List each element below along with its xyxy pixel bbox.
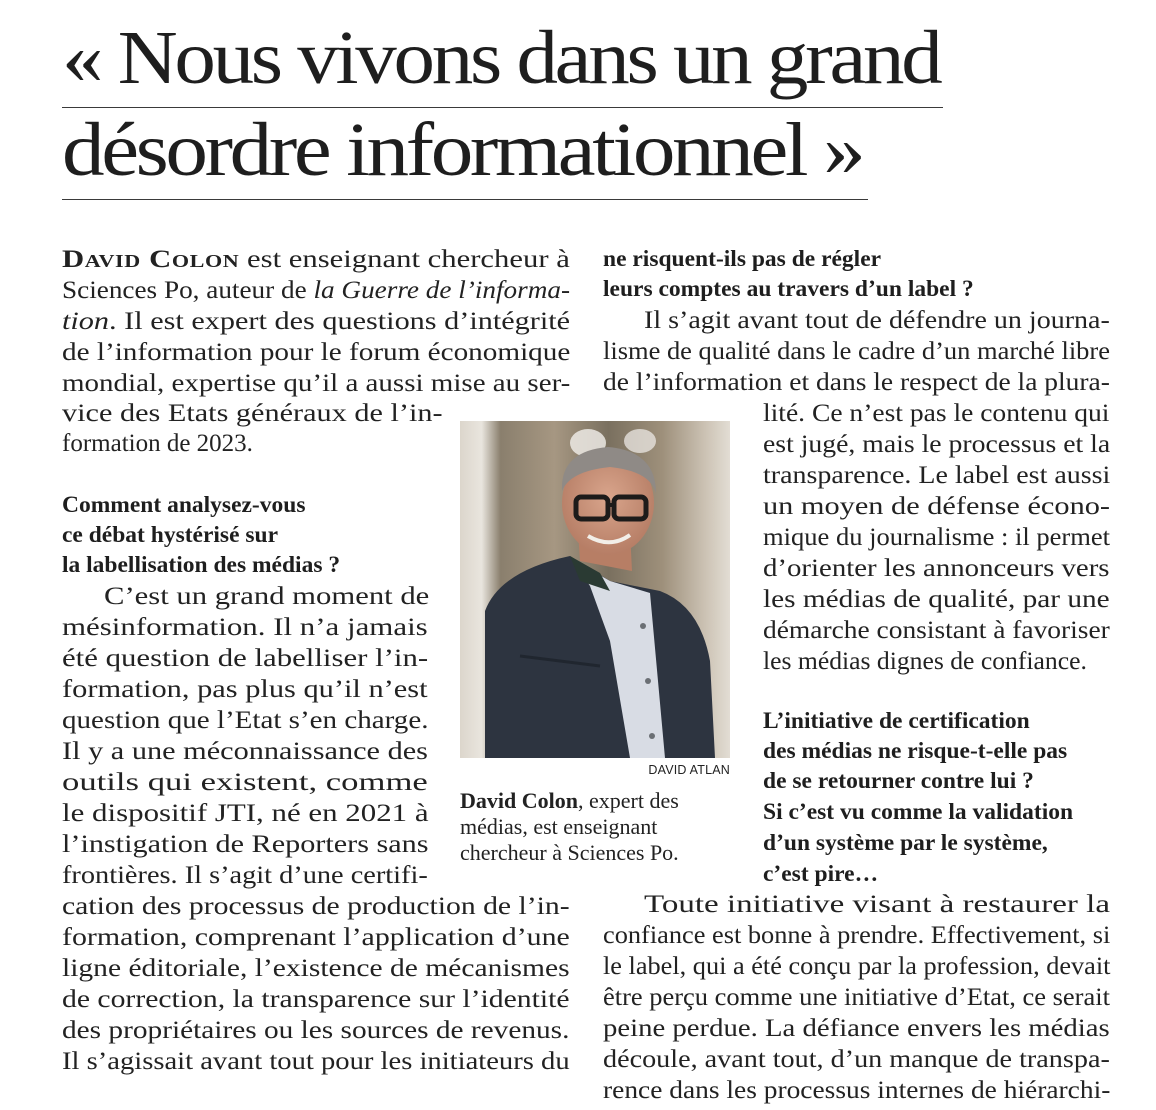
- question-line: des médias ne risque-t-elle pas: [763, 738, 1068, 764]
- intro-text: Sciences Po, auteur de: [62, 277, 314, 304]
- answer-line: démarche consistant à favoriser: [763, 617, 1110, 644]
- intro-line: vice des Etats généraux de l’in-: [62, 400, 443, 427]
- answer-line: peine perdue. La défiance envers les médias: [603, 1015, 1110, 1042]
- intro-line: de l’information pour le forum économique: [62, 339, 571, 366]
- answer-line: formation, comprenant l’application d’une: [62, 924, 570, 951]
- answer-line: outils qui existent, comme: [62, 769, 428, 796]
- answer-line: Toute initiative visant à restaurer la: [644, 891, 1110, 918]
- answer-line: frontières. Il s’agit d’une certifi-: [62, 862, 428, 889]
- caption-line: [460, 788, 679, 814]
- answer-line: confiance est bonne à prendre. Effectivement, si: [603, 922, 1111, 949]
- answer-line: mique du journalisme : il permet: [763, 524, 1111, 551]
- caption-name: David Colon: [460, 788, 578, 813]
- answer-line: l’instigation de Reporters sans: [62, 831, 429, 858]
- answer-line: cation des processus de production de l’in-: [62, 893, 570, 920]
- intro-line: formation de 2023.: [62, 430, 253, 457]
- portrait-photo: [460, 421, 730, 758]
- answer-line: mésinformation. Il n’a jamais: [62, 614, 428, 641]
- intro-line: [62, 275, 570, 306]
- photo-credit: DAVID ATLAN: [648, 763, 730, 777]
- answer-line: Il s’agit avant tout de défendre un journa-: [644, 307, 1110, 334]
- answer-line: C’est un grand moment de: [104, 583, 430, 610]
- intro-text: . Il est expert des questions d’intégrité: [109, 308, 571, 335]
- answer-line: Il y a une méconnaissance des: [62, 738, 428, 765]
- answer-line: été question de labelliser l’in-: [62, 645, 429, 672]
- question-line: c’est pire…: [763, 861, 879, 887]
- answer-line: lisme de qualité dans le cadre d’un marché libre: [603, 338, 1110, 365]
- headline-rule-2: [62, 199, 868, 200]
- book-title: la Guerre de l’informa-: [313, 277, 571, 304]
- answer-line: question que l’Etat s’en charge.: [62, 707, 429, 734]
- answer-line: le dispositif JTI, né en 2021 à: [62, 800, 429, 827]
- answer-line: un moyen de défense écono-: [763, 493, 1110, 520]
- question-line: Comment analysez-vous: [62, 492, 306, 518]
- answer-line: Il s’agissait avant tout pour les initiateurs du: [62, 1048, 570, 1075]
- question-line: la labellisation des médias ?: [62, 552, 341, 578]
- answer-line: de l’information et dans le respect de la plura-: [603, 369, 1110, 396]
- intro-text: est enseignant chercheur à: [239, 246, 570, 273]
- answer-line: transparence. Le label est aussi: [763, 462, 1111, 489]
- answer-line: des propriétaires ou les sources de revenus.: [62, 1017, 570, 1044]
- answer-line: être perçu comme une initiative d’Etat, ce serait: [603, 984, 1110, 1011]
- portrait-illustration: [460, 421, 730, 758]
- answer-line: ligne éditoriale, l’existence de mécanismes: [62, 955, 570, 982]
- caption-line: médias, est enseignant: [460, 814, 658, 839]
- book-title: tion: [62, 308, 110, 335]
- answer-line: de correction, la transparence sur l’identité: [62, 986, 570, 1013]
- answer-line: lité. Ce n’est pas le contenu qui: [763, 400, 1110, 427]
- question-line: ne risquent-ils pas de régler: [603, 246, 882, 272]
- answer-line: rence dans les processus internes de hiérarchi-: [603, 1077, 1111, 1104]
- answer-line: les médias de qualité, par une: [763, 586, 1110, 613]
- answer-line: formation, pas plus qu’il n’est: [62, 676, 428, 703]
- headline-line-1: « Nous vivons dans un grand: [62, 16, 940, 100]
- intro-line: mondial, expertise qu’il a aussi mise au ser-: [62, 370, 571, 397]
- answer-line: les médias dignes de confiance.: [763, 648, 1087, 675]
- question-line: leurs comptes au travers d’un label ?: [603, 276, 974, 302]
- question-line: Si c’est vu comme la validation: [763, 799, 1074, 825]
- intro-line: [62, 306, 570, 337]
- answer-line: découle, avant tout, d’un manque de transpa-: [603, 1046, 1110, 1073]
- answer-line: le label, qui a été conçu par la profession, devait: [603, 953, 1111, 980]
- headline-line-2: désordre informationnel »: [62, 108, 863, 192]
- caption-line: chercheur à Sciences Po.: [460, 840, 679, 865]
- question-line: ce débat hystérisé sur: [62, 522, 279, 548]
- interviewee-name: David Colon: [62, 246, 240, 273]
- question-line: L’initiative de certification: [763, 708, 1030, 734]
- answer-line: est jugé, mais le processus et la: [763, 431, 1111, 458]
- question-line: de se retourner contre lui ?: [763, 768, 1034, 794]
- question-line: d’un système par le système,: [763, 830, 1048, 856]
- intro-line: [62, 244, 570, 275]
- caption-text: , expert des: [577, 788, 679, 813]
- answer-line: d’orienter les annonceurs vers: [763, 555, 1110, 582]
